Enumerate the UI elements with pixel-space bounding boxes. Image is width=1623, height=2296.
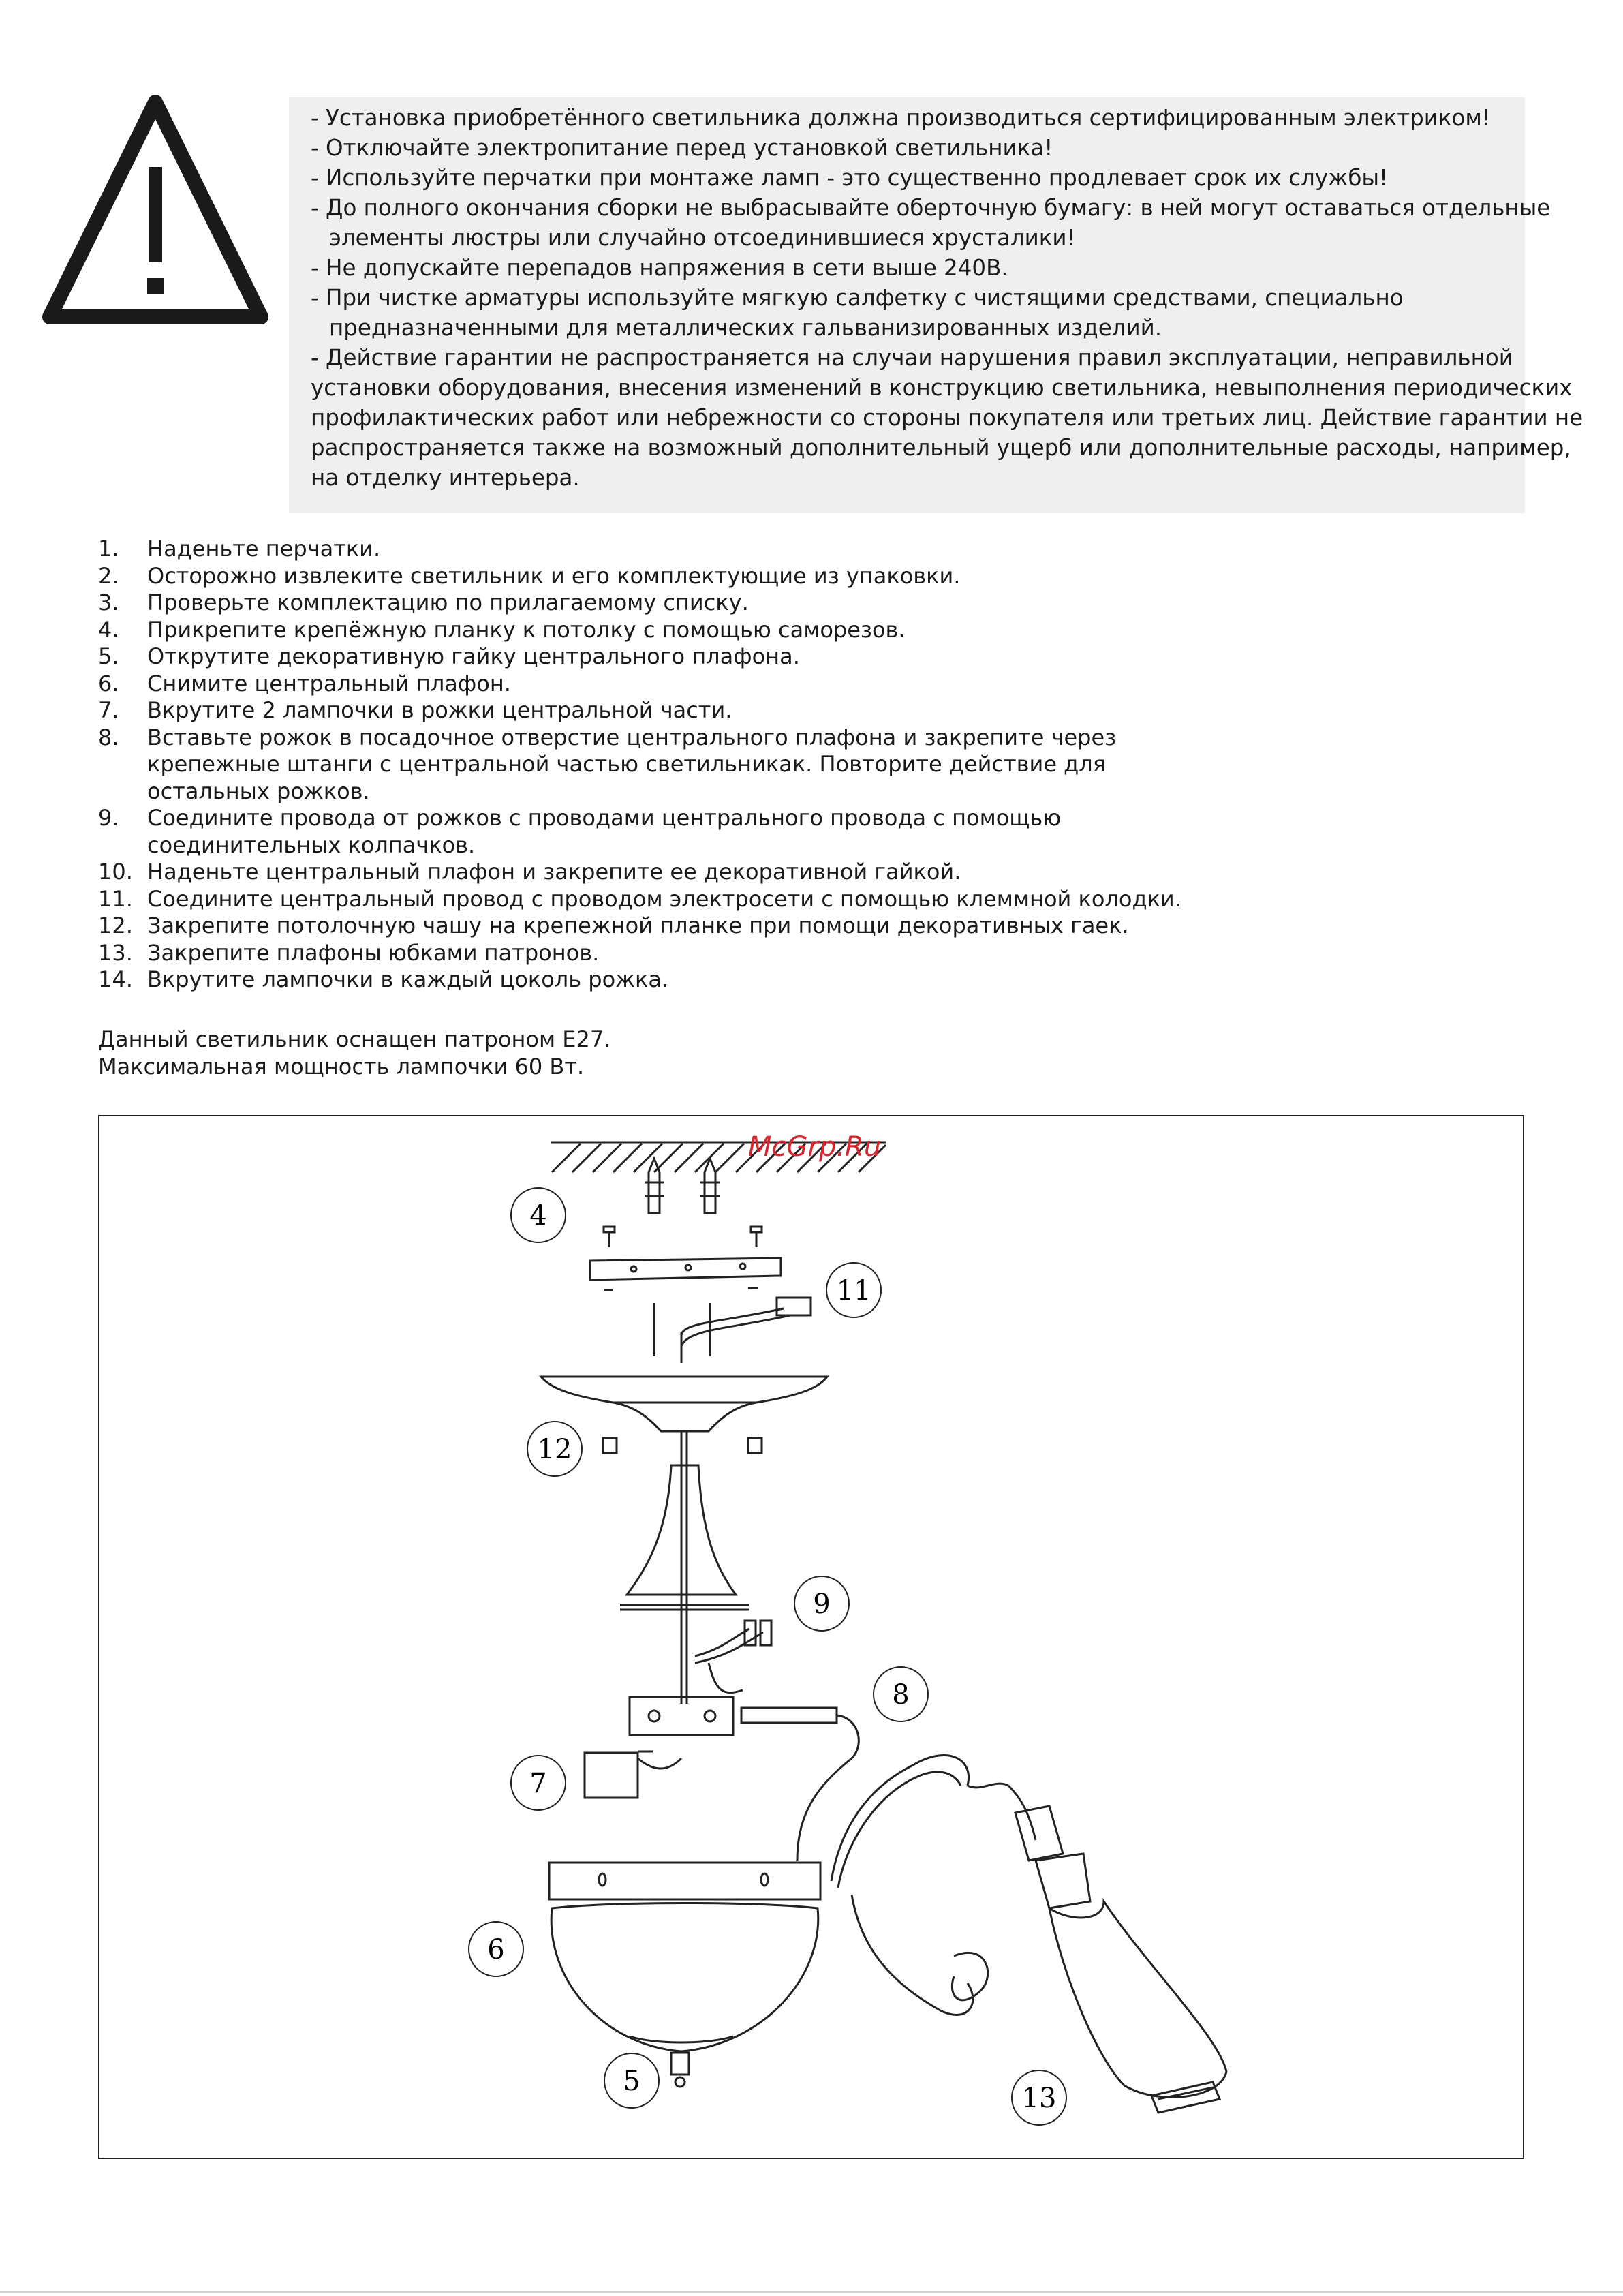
step-number: 13. xyxy=(98,939,133,966)
callout-11 xyxy=(826,1263,881,1317)
step-text: Вкрутите 2 лампочки в рожки центральной части. xyxy=(147,697,732,723)
step-number: 11. xyxy=(98,885,133,912)
callout-label: 9 xyxy=(813,1589,831,1620)
step-number: 14. xyxy=(98,966,133,992)
callout-label: 4 xyxy=(529,1200,547,1231)
callout-7 xyxy=(511,1756,566,1810)
step-text: крепежные штанги с центральной частью светильникак. Повторите действие для xyxy=(147,751,1106,777)
callout-label: 12 xyxy=(537,1434,572,1465)
warning-line: - Установка приобретённого светильника должна производиться сертифицированным электриком! xyxy=(311,105,1491,131)
step-text: Соедините центральный провод с проводом электросети с помощью клеммной колодки. xyxy=(147,885,1181,912)
warning-line: - Действие гарантии не распространяется на случаи нарушения правил эксплуатации, неправильной xyxy=(311,345,1513,371)
step-number: 6. xyxy=(98,670,119,697)
ceiling-canopy xyxy=(541,1377,827,1453)
callout-9 xyxy=(794,1576,849,1631)
callout-13 xyxy=(1012,2070,1066,2125)
step-text: Вкрутите лампочки в каждый цоколь рожка. xyxy=(147,966,669,992)
warning-line: элементы люстры или случайно отсоединившиеся хрусталики! xyxy=(329,225,1076,251)
lamp-arm xyxy=(831,1756,1036,2015)
warning-line: - Не допускайте перепадов напряжения в сети выше 240В. xyxy=(311,255,1008,281)
shade-plate xyxy=(549,1863,820,1899)
lamp-socket xyxy=(585,1751,681,1798)
warning-line: установки оборудования, внесения изменений в конструкцию светильника, невыполнения периодических xyxy=(311,375,1573,401)
step-number: 2. xyxy=(98,562,119,589)
step-text: Вставьте рожок в посадочное отверстие центрального плафона и закрепите через xyxy=(147,724,1117,750)
warning-line: на отделку интерьера. xyxy=(311,465,580,491)
central-rod xyxy=(620,1431,749,1704)
central-bowl-shade xyxy=(551,1903,818,2052)
step-number: 5. xyxy=(98,643,119,669)
step-text: Осторожно извлеките светильник и его комплектующие из упаковки. xyxy=(147,562,961,589)
warning-line: - При чистке арматуры используйте мягкую салфетку с чистящими средствами, специально xyxy=(311,285,1404,311)
warning-line: распространяется также на возможный дополнительный ущерб или дополнительные расходы, например, xyxy=(311,435,1571,461)
callout-label: 13 xyxy=(1021,2083,1057,2114)
step-text: Проверьте комплектацию по прилагаемому списку. xyxy=(147,590,749,615)
central-hub-block xyxy=(630,1697,859,1861)
step-number: 12. xyxy=(98,913,133,938)
step-number: 3. xyxy=(98,590,119,615)
callout-5 xyxy=(604,2053,659,2108)
callout-markers xyxy=(469,1188,1066,2125)
mounting-screws xyxy=(604,1227,762,1247)
mounting-bar xyxy=(590,1258,781,1290)
warning-line: - Используйте перчатки при монтаже ламп - это существенно продлевает срок их службы! xyxy=(311,165,1389,191)
callout-6 xyxy=(469,1922,523,1976)
socket-note: Данный светильник оснащен патроном E27. xyxy=(98,1026,611,1052)
warning-line: - Отключайте электропитание перед установкой светильника! xyxy=(311,135,1053,161)
callout-label: 11 xyxy=(836,1275,871,1306)
warning-line: профилактических работ или небрежности со стороны покупателя или третьих лиц. Действие гарантии не xyxy=(311,405,1583,431)
callout-label: 8 xyxy=(892,1679,910,1711)
callout-4 xyxy=(511,1188,566,1242)
step-number: 1. xyxy=(98,536,119,562)
step-text: Снимите центральный плафон. xyxy=(147,670,511,697)
step-number: 4. xyxy=(98,616,119,643)
step-text: остальных рожков. xyxy=(147,778,370,804)
step-text: Закрепите потолочную чашу на крепежной планке при помощи декоративных гаек. xyxy=(147,913,1129,938)
wall-anchors xyxy=(645,1159,720,1213)
arm-lamp-shade xyxy=(1015,1806,1226,2113)
step-text: Наденьте перчатки. xyxy=(147,536,381,562)
step-number: 10. xyxy=(98,859,133,885)
step-number: 8. xyxy=(98,724,119,750)
callout-label: 5 xyxy=(623,2066,640,2097)
power-note: Максимальная мощность лампочки 60 Вт. xyxy=(98,1054,585,1080)
wire-connectors xyxy=(695,1621,771,1693)
callout-label: 7 xyxy=(529,1768,547,1799)
step-number: 7. xyxy=(98,697,119,723)
callout-12 xyxy=(527,1422,582,1476)
step-text: Соедините провода от рожков с проводами центрального провода с помощью xyxy=(147,805,1062,831)
warning-line: - До полного окончания сборки не выбрасывайте оберточную бумагу: в ней могут оставаться отдельные xyxy=(311,195,1551,221)
step-text: Закрепите плафоны юбками патронов. xyxy=(147,939,600,966)
watermark: McGrp.Ru xyxy=(748,1131,882,1163)
step-text: Наденьте центральный плафон и закрепите ее декоративной гайкой. xyxy=(147,859,961,885)
page-bottom-divider xyxy=(0,2291,1623,2293)
decorative-nut xyxy=(671,2053,689,2087)
step-text: соединительных колпачков. xyxy=(147,831,476,858)
callout-label: 6 xyxy=(487,1934,505,1965)
step-number: 9. xyxy=(98,805,119,831)
callout-8 xyxy=(874,1667,928,1721)
warning-line: предназначенными для металлических гальванизированных изделий. xyxy=(329,315,1162,341)
terminal-block xyxy=(654,1298,811,1363)
step-text: Прикрепите крепёжную планку к потолку с помощью саморезов. xyxy=(147,616,906,643)
step-text: Открутите декоративную гайку центрального плафона. xyxy=(147,643,800,669)
